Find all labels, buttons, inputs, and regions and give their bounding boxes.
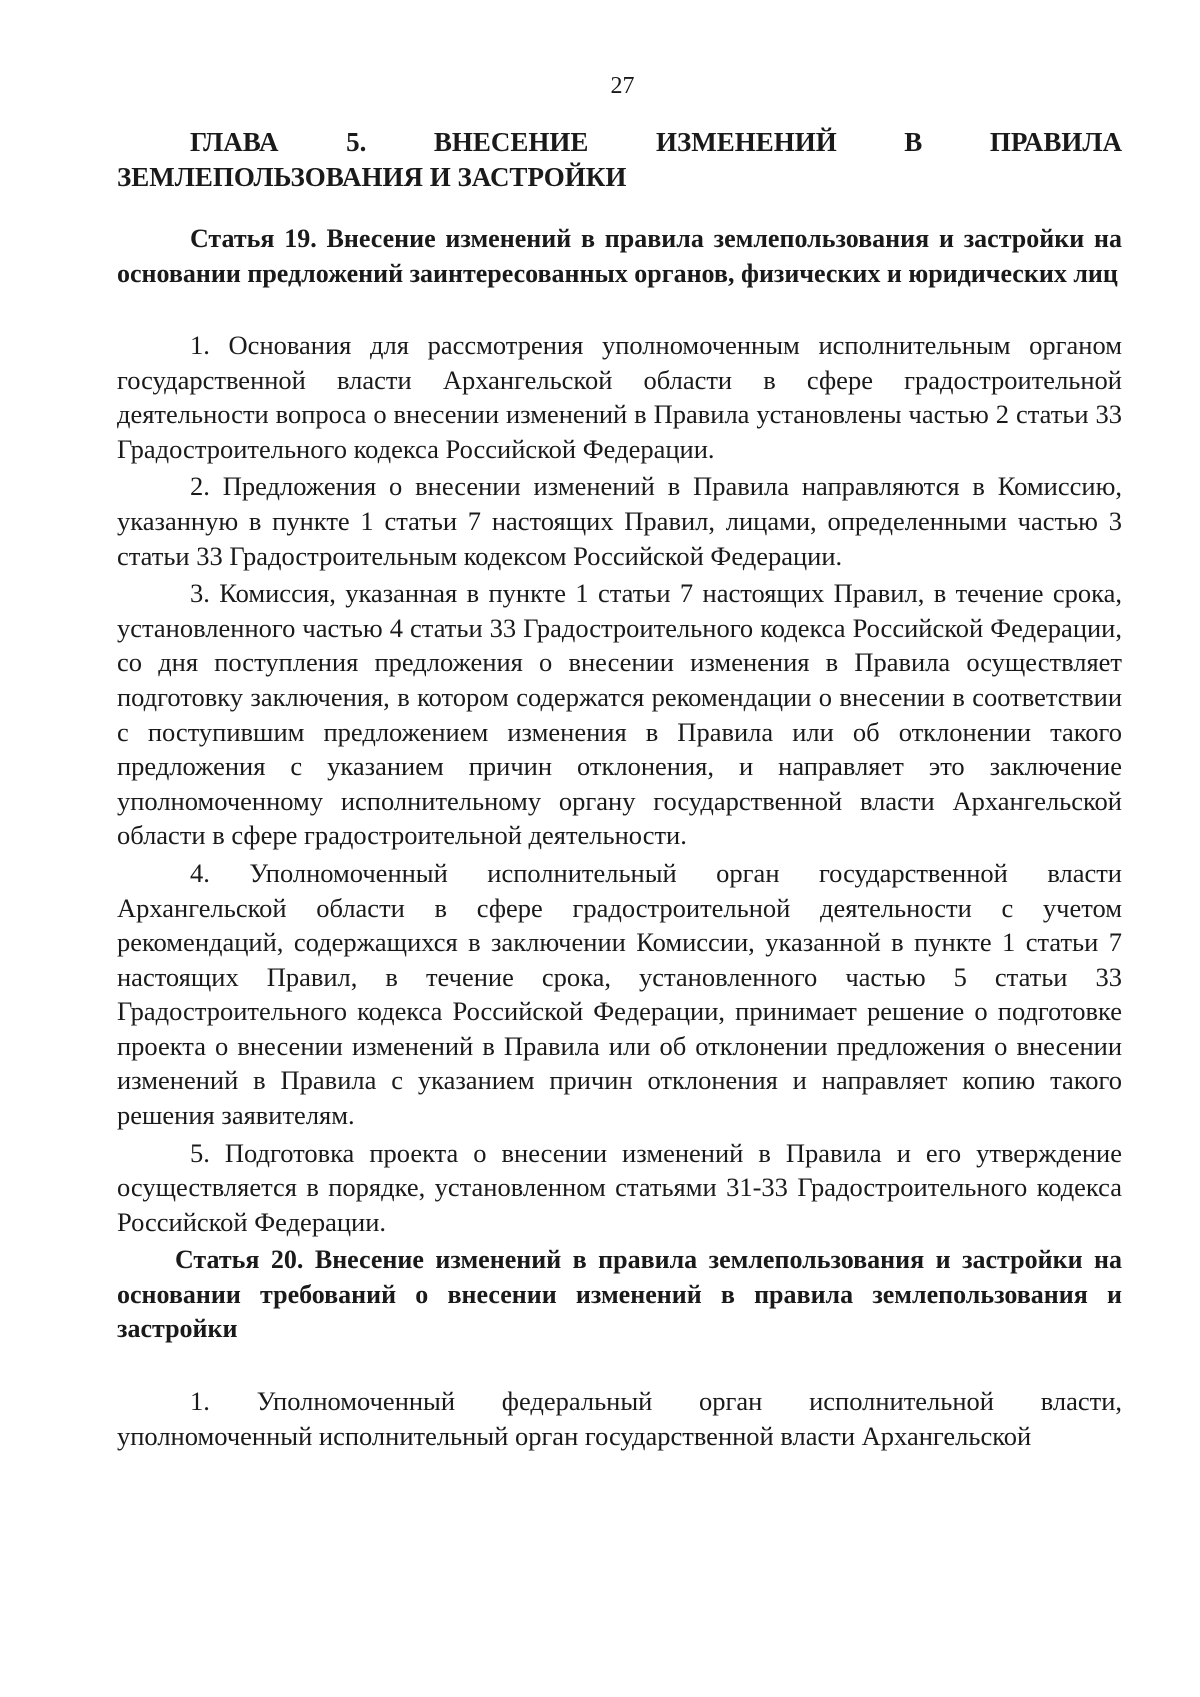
article-20-title: Статья 20. Внесение изменений в правила землепользования и застройки на основании требований о внесении изменений в правила землепользования и застройки bbox=[117, 1245, 1122, 1344]
article-19-paragraph-3: 3. Комиссия, указанная в пункте 1 статьи 7 настоящих Правил, в течение срока, установленного частью 4 статьи 33 Градостроительного кодекса Российской Федерации, со дня поступления предложения о внесении изменения в Правила осуществляет подготовку заключения, в котором содержатся рекомендации о внесении в соответствии с поступившим предложением изменения в Правила или об отклонении такого предложения с указанием причин отклонения, и направляет это заключение уполномоченному исполнительному органу государственной власти Архангельской области в сфере градостроительной деятельности. bbox=[117, 578, 1122, 851]
article-19-paragraph-1: 1. Основания для рассмотрения уполномоченным исполнительным органом государственной власти Архангельской области в сфере градостроительной деятельности вопроса о внесении изменений в Правила установлены частью 2 статьи 33 Градостроительного кодекса Российской Федерации. bbox=[117, 330, 1122, 464]
document-body bbox=[117, 125, 1122, 1456]
article-19-paragraph-2: 2. Предложения о внесении изменений в Правила направляются в Комиссию, указанную в пункте 1 статьи 7 настоящих Правил, лицами, определенными частью 3 статьи 33 Градостроительным кодексом Российской Федерации. bbox=[117, 471, 1122, 571]
chapter-heading: ГЛАВА 5. ВНЕСЕНИЕ ИЗМЕНЕНИЙ В ПРАВИЛА ЗЕМЛЕПОЛЬЗОВАНИЯ И ЗАСТРОЙКИ bbox=[117, 127, 1122, 192]
article-19-paragraph-5: 5. Подготовка проекта о внесении изменений в Правила и его утверждение осуществляется в порядке, установленном статьями 31-33 Градостроительного кодекса Российской Федерации. bbox=[117, 1137, 1122, 1237]
article-20-paragraph-1: 1. Уполномоченный федеральный орган исполнительной власти, уполномоченный исполнительный орган государственной власти Архангельской bbox=[117, 1385, 1122, 1451]
article-19-title: Статья 19. Внесение изменений в правила землепользования и застройки на основании предложений заинтересованных органов, физических и юридических лиц bbox=[117, 224, 1122, 288]
page-number: 27 bbox=[610, 73, 635, 99]
article-19-paragraph-4: 4. Уполномоченный исполнительный орган государственной власти Архангельской области в сфере градостроительной деятельности с учетом рекомендаций, содержащихся в заключении Комиссии, указанной в пункте 1 статьи 7 настоящих Правил, в течение срока, установленного частью 5 статьи 33 Градостроительного кодекса Российской Федерации, принимает решение о подготовке проекта о внесении изменений в Правила или об отклонении предложения о внесении изменений в Правила с указанием причин отклонения и направляет копию такого решения заявителям. bbox=[117, 857, 1122, 1131]
